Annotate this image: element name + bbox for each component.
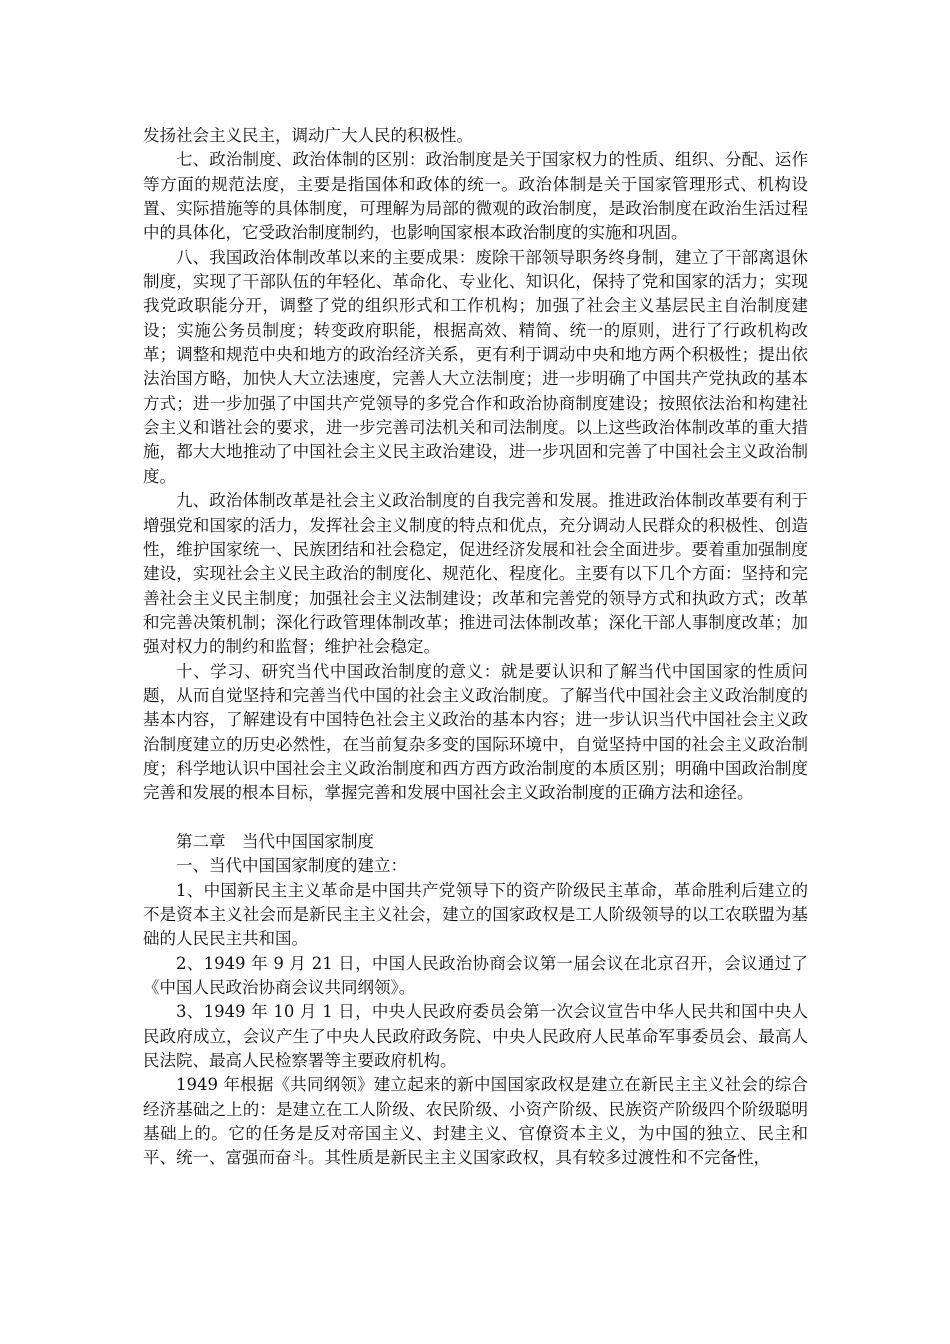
paragraph-eight: 八、我国政治体制改革以来的主要成果：废除干部领导职务终身制，建立了干部离退休制度，实现了干部队伍的年轻化、革命化、专业化、知识化，保持了党和国家的活力；实现我党政职能分开，调整了党的组织形式和工作机构；加强了社会主义基层民主自治制度建设；实施公务员制度；转变政府职能，根据高效、精简、统一的原则，进行了行政机构改革；调整和规范中央和地方的政治经济关系，更有利于调动中央和地方两个积极性；提出依法治国方略，加快人大立法速度，完善人大立法制度；进一步明确了中国共产党执政的基本方式；进一步加强了中国共产党领导的多党合作和政治协商制度建设；按照依法治和构建社会主义和谐社会的要求，进一步完善司法机关和司法制度。以上这些政治体制改革的重大措施，都大大地推动了中国社会主义民主政治建设，进一步巩固和完善了中国社会主义政治制度。	[143, 247, 808, 486]
list-item-three: 3、1949 年 10 月 1 日，中央人民政府委员会第一次会议宣告中华人民共和国中央人民政府成立，会议产生了中央人民政府政务院、中央人民政府人民革命军事委员会、最高人民法院、最高人民检察署等主要政府机构。	[143, 1002, 808, 1071]
list-item-two: 2、1949 年 9 月 21 日，中国人民政治协商会议第一届会议在北京召开，会议通过了《中国人民政治协商会议共同纲领》。	[143, 953, 808, 998]
section-heading: 一、当代中国国家制度的建立：	[176, 856, 407, 876]
paragraph-nine: 九、政治体制改革是社会主义政治制度的自我完善和发展。推进政治体制改革要有利于增强党和国家的活力，发挥社会主义制度的特点和优点，充分调动人民群众的积极性、创造性，维护国家统一、民族团结和社会稳定，促进经济发展和社会全面进步。要着重加强制度建设，实现社会主义民主政治的制度化、规范化、程度化。主要有以下几个方面：坚持和完善社会主义民主制度；加强社会主义法制建设；改革和完善党的领导方式和执政方式；改革和完善决策机制；深化行政管理体制改革；推进司法体制改革；深化干部人事制度改革；加强对权力的制约和监督；维护社会稳定。	[143, 491, 808, 657]
blank-line	[143, 806, 808, 830]
list-item-one: 1、中国新民主主义革命是中国共产党领导下的资产阶级民主革命，革命胜利后建立的不是资本主义社会而是新民主主义社会，建立的国家政权是工人阶级领导的以工农联盟为基础的人民民主共和国。	[143, 880, 808, 949]
paragraph-seven: 七、政治制度、政治体制的区别：政治制度是关于国家权力的性质、组织、分配、运作等方面的规范法度，主要是指国体和政体的统一。政治体制是关于国家管理形式、机构设置、实际措施等的具体制度，可理解为局部的微观的政治制度，是政治制度在政治生活过程中的具体化，它受政治制度制约，也影响国家根本政治制度的实施和巩固。	[143, 150, 808, 243]
chapter-heading: 第二章 当代中国国家制度	[176, 831, 374, 851]
paragraph-continuation: 发扬社会主义民主，调动广大人民的积极性。	[143, 126, 473, 145]
paragraph-1949: 1949 年根据《共同纲领》建立起来的新中国国家政权是建立在新民主主义社会的综合经济基础之上的：是建立在工人阶级、农民阶级、小资产阶级、民族资产阶级四个阶级聪明基础上的。它的任务是反对帝国主义、封建主义、官僚资本主义，为中国的独立、民主和平、统一、富强而奋斗。其性质是新民主主义国家政权，具有较多过渡性和不完备性，	[143, 1075, 808, 1168]
paragraph-ten: 十、学习、研究当代中国政治制度的意义：就是要认识和了解当代中国国家的性质问题，从而自觉坚持和完善当代中国的社会主义政治制度。了解当代中国社会主义政治制度的基本内容，了解建设有中国特色社会主义政治的基本内容；进一步认识当代中国社会主义政治制度建立的历史必然性，在当前复杂多变的国际环境中，自觉坚持中国的社会主义政治制度；科学地认识中国社会主义政治制度和西方西方政治制度的本质区别；明确中国政治制度完善和发展的根本目标，掌握完善和发展中国社会主义政治制度的正确方法和途径。	[143, 661, 808, 803]
document-body	[143, 124, 808, 1171]
